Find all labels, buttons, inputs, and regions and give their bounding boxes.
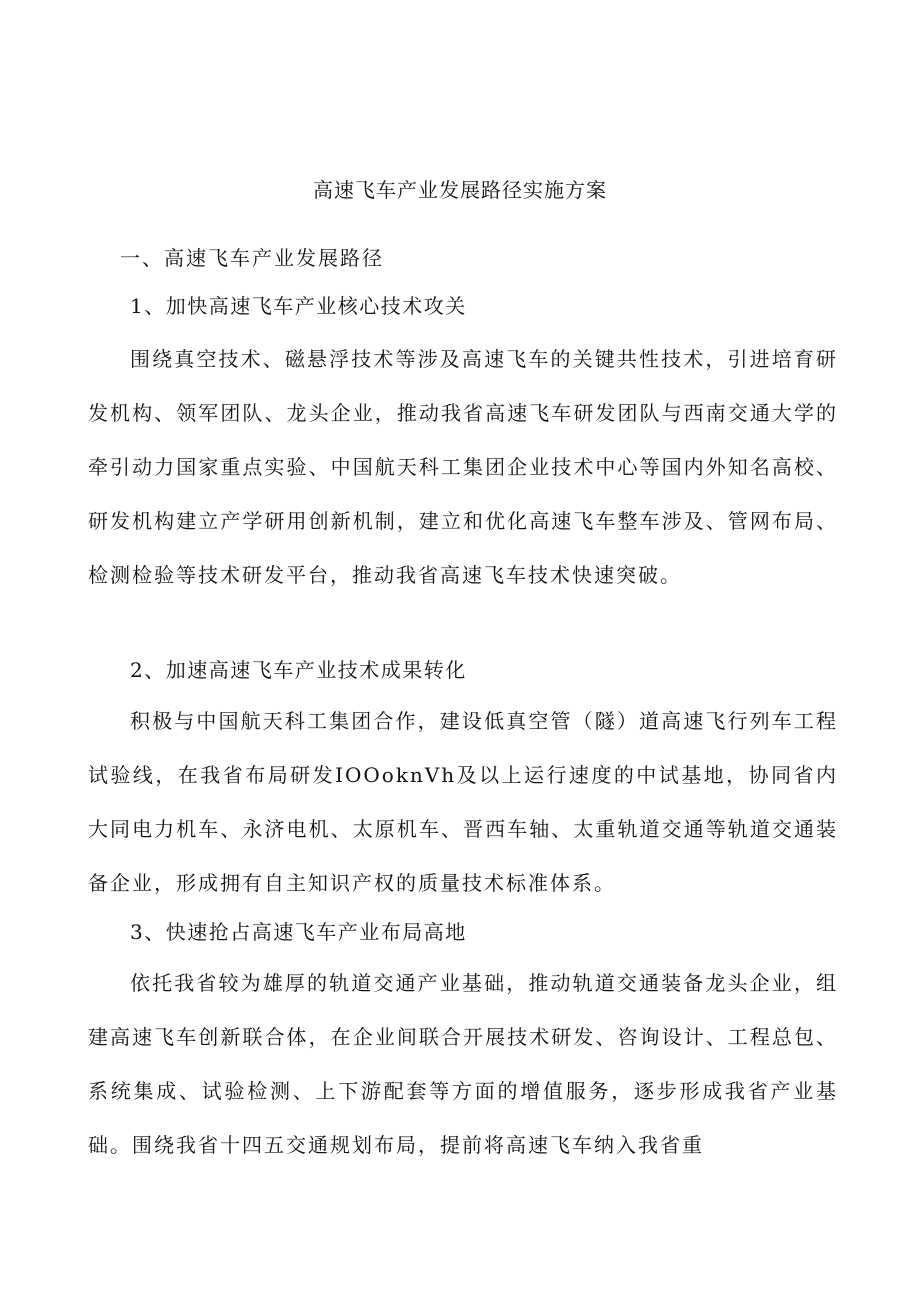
section-heading: 一、高速飞车产业发展路径 xyxy=(120,246,384,270)
subsection-paragraph-2: 积极与中国航天科工集团合作，建设低真空管（隧）道高速飞行列车工程试验线，在我省布局研发IOOoknVh及以上运行速度的中试基地，协同省内大同电力机车、永济电机、太原机车、晋西车轴、太重轨道交通等轨道交通装备企业，形成拥有自主知识产权的质量技术标准体系。 xyxy=(88,709,838,895)
document-title: 高速飞车产业发展路径实施方案 xyxy=(313,178,607,202)
subsection-heading-2: 2、加速高速飞车产业技术成果转化 xyxy=(130,658,467,682)
subsection-paragraph-3: 依托我省较为雄厚的轨道交通产业基础，推动轨道交通装备龙头企业，组建高速飞车创新联合体，在企业间联合开展技术研发、咨询设计、工程总包、系统集成、试验检测、上下游配套等方面的增值服务，逐步形成我省产业基础。围绕我省十四五交通规划布局，提前将高速飞车纳入我省重 xyxy=(88,971,838,1157)
subsection-paragraph-1: 围绕真空技术、磁悬浮技术等涉及高速飞车的关键共性技术，引进培育研发机构、领军团队、龙头企业，推动我省高速飞车研发团队与西南交通大学的牵引动力国家重点实验、中国航天科工集团企业技术中心等国内外知名高校、研发机构建立产学研用创新机制，建立和优化高速飞车整车涉及、管网布局、检测检验等技术研发平台，推动我省高速飞车技术快速突破。 xyxy=(88,347,838,587)
subsection-heading-3: 3、快速抢占高速飞车产业布局高地 xyxy=(130,920,467,944)
subsection-heading-1: 1、加快高速飞车产业核心技术攻关 xyxy=(130,294,467,318)
